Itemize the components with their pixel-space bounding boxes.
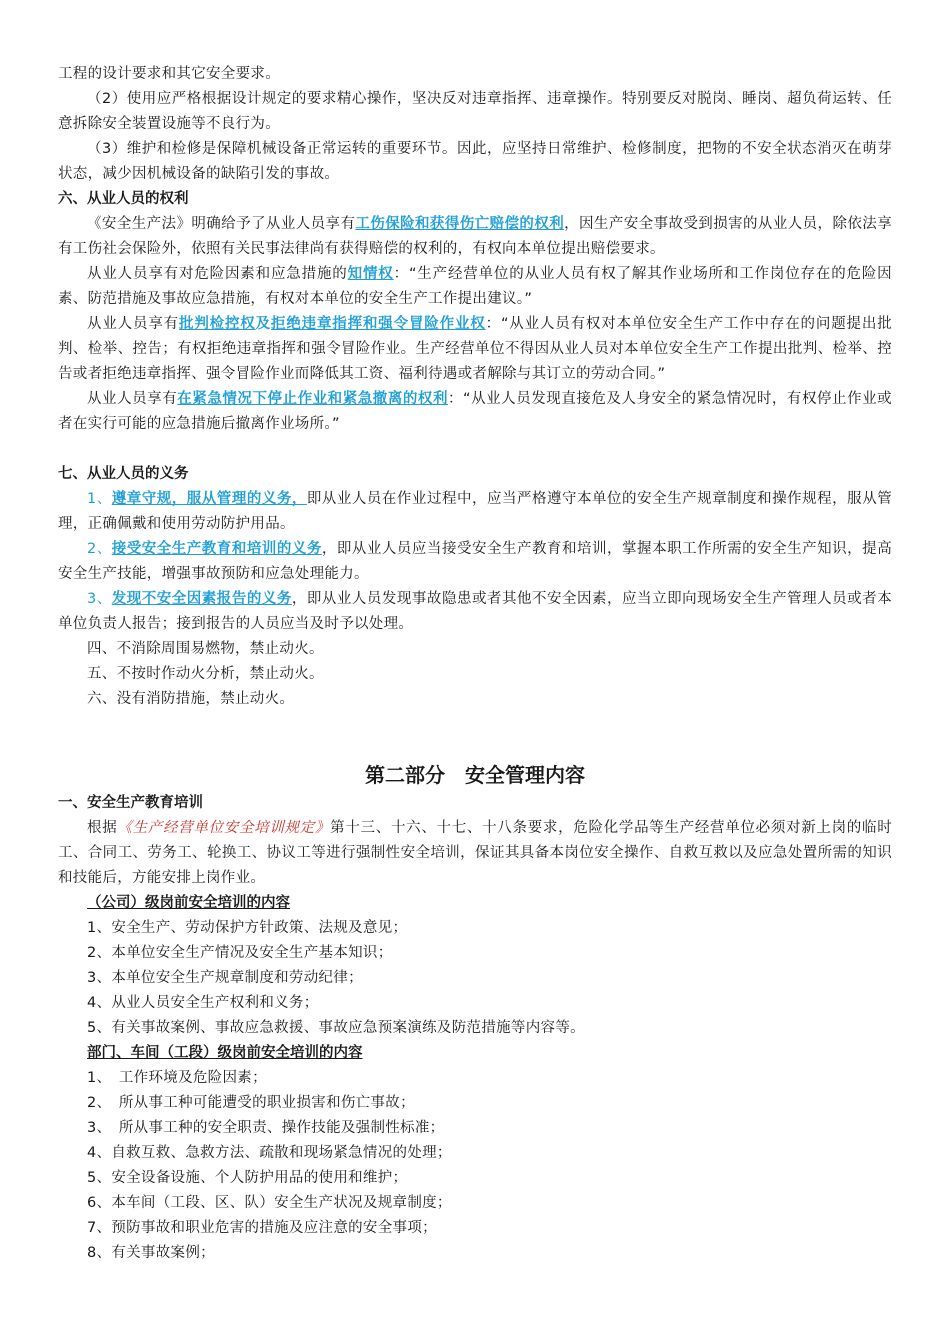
paragraph	[58, 487, 892, 537]
text: ，因生产安全事故受到损害的从业人员，除依法享有工伤社会保险外，依照有关民事法律尚有获得赔偿的权利的，有权向本单位提出赔偿要求。	[58, 216, 892, 257]
paragraph	[58, 816, 892, 891]
highlight-term: 发现不安全因素报告的义务	[111, 591, 292, 607]
document-page	[58, 62, 892, 1266]
list-item: 6、本车间（工段、区、队）安全生产状况及规章制度；	[87, 1195, 452, 1211]
text: ，即从业人员应当接受安全生产教育和培训，掌握本职工作所需的安全生产知识，提高安全生产技能，增强事故预防和应急处理能力。	[58, 541, 892, 582]
list-number: 1、	[87, 491, 112, 507]
section-heading: 七、从业人员的义务	[58, 466, 189, 482]
list-item: 4、从业人员安全生产权利和义务；	[87, 995, 319, 1011]
text: 从业人员享有对危险因素和应急措施的	[87, 266, 348, 282]
list-item: 四、不消除周围易燃物，禁止动火。	[87, 641, 324, 657]
list-item: 3、本单位安全生产规章制度和劳动纪律；	[87, 970, 363, 986]
list-item: 2、 所从事工种可能遭受的职业损害和伤亡事故；	[87, 1095, 415, 1111]
text: 从业人员享有	[87, 391, 178, 407]
highlight-term: 工伤保险和获得伤亡赔偿的权利	[355, 216, 565, 232]
list-item: 1、 工作环境及危险因素；	[87, 1070, 267, 1086]
text: 即从业人员在作业过程中，应当严格遵守本单位的安全生产规章制度和操作规程，服从管理，正确佩戴和使用劳动防护用品。	[58, 491, 893, 532]
part-title: 第二部分 安全管理内容	[365, 763, 585, 787]
text: 《安全生产法》明确给予了从业人员享有	[87, 216, 356, 232]
subheading: （公司）级岗前安全培训的内容	[87, 895, 290, 911]
list-item: 4、自救互救、急救方法、疏散和现场紧急情况的处理；	[87, 1145, 452, 1161]
text: 第十三、十六、十七、十八条要求，危险化学品等生产经营单位必须对新上岗的临时工、合同工、劳务工、轮换工、协议工等进行强制性安全培训，保证其具备本岗位安全操作、自救互救以及应急处置所需的知识和技能后，方能安排上岗作业。	[58, 820, 892, 886]
highlight-term: 拒绝违章指挥和强令冒险作业权	[270, 316, 486, 332]
list-item: 3、 所从事工种的安全职责、操作技能及强制性标准；	[87, 1120, 445, 1136]
highlight-term: 遵章守规，服从管理的义务，	[111, 491, 307, 507]
subheading: 部门、车间（工段）级岗前安全培训的内容	[87, 1045, 363, 1061]
highlight-term: 知情权	[347, 266, 394, 282]
paragraph: （2）使用应严格根据设计规定的要求精心操作，坚决反对违章指挥、违章操作。特别要反对脱岗、睡岗、超负荷运转、任意拆除安全装置设施等不良行为。	[58, 91, 892, 132]
list-item: 六、没有消防措施，禁止动火。	[87, 691, 295, 707]
paragraph	[58, 587, 892, 637]
list-item: 5、有关事故案例、事故应急救援、事故应急预案演练及防范措施等内容等。	[87, 1020, 585, 1036]
highlight-term: 批判检控权	[178, 316, 256, 332]
text: 根据	[87, 820, 118, 836]
text: ：“从业人员有权对本单位安全生产工作中存在的问题提出批判、检举、控告；有权拒绝违章指挥和强令冒险作业。生产经营单位不得因从业人员对本单位安全生产工作提出批判、检举、控告或者拒绝违章指挥、强令冒险作业而降低其工资、福利待遇或者解除与其订立的劳动合同。”	[58, 316, 892, 382]
highlight-term: 在紧急情况下停止作业和紧急撤离的权利	[177, 391, 448, 407]
paragraph	[58, 537, 892, 587]
paragraph: （3）维护和检修是保障机械设备正常运转的重要环节。因此，应坚持日常维护、检修制度，把物的不安全状态消灭在萌芽状态，减少因机械设备的缺陷引发的事故。	[58, 141, 892, 182]
list-item: 8、有关事故案例；	[87, 1245, 215, 1261]
regulation-reference: 《生产经营单位安全培训规定》	[117, 820, 331, 836]
section-heading: 一、安全生产教育培训	[58, 795, 203, 811]
highlight-term: 接受安全生产教育和培训的义务	[111, 541, 322, 557]
list-item: 2、本单位安全生产情况及安全生产基本知识；	[87, 945, 393, 961]
text: 从业人员享有	[87, 316, 179, 332]
list-number: 2、	[87, 541, 112, 557]
paragraph: 工程的设计要求和其它安全要求。	[58, 66, 280, 82]
paragraph	[58, 262, 892, 312]
text: ：“生产经营单位的从业人员有权了解其作业场所和工作岗位存在的危险因素、防范措施及事故应急措施，有权对本单位的安全生产工作提出建议。”	[58, 266, 892, 307]
list-item: 5、安全设备设施、个人防护用品的使用和维护；	[87, 1170, 408, 1186]
text: ：“从业人员发现直接危及人身安全的紧急情况时，有权停止作业或者在实行可能的应急措施后撤离作业场所。”	[58, 391, 892, 432]
list-number: 3、	[87, 591, 112, 607]
paragraph	[58, 387, 892, 437]
text: 及	[255, 316, 271, 332]
list-item: 五、不按时作动火分析，禁止动火。	[87, 666, 324, 682]
text: ，即从业人员发现事故隐患或者其他不安全因素，应当立即向现场安全生产管理人员或者本单位负责人报告；接到报告的人员应当及时予以处理。	[58, 591, 892, 632]
list-item: 1、安全生产、劳动保护方针政策、法规及意见；	[87, 920, 408, 936]
list-item: 7、预防事故和职业危害的措施及应注意的安全事项；	[87, 1220, 437, 1236]
paragraph	[58, 212, 892, 262]
section-heading: 六、从业人员的权利	[58, 191, 189, 207]
paragraph	[58, 312, 892, 387]
